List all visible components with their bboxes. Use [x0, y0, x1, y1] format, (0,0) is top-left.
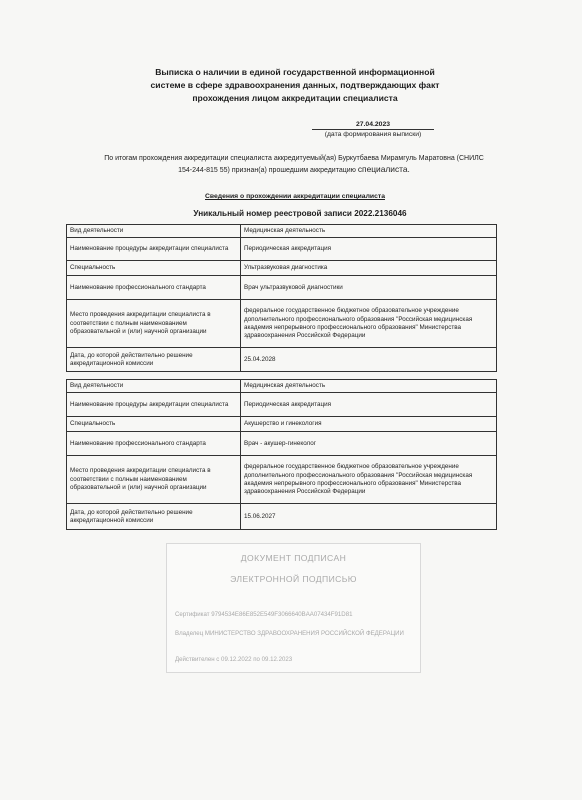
electronic-signature-stamp — [166, 543, 421, 673]
row-label: Специальность — [67, 261, 241, 276]
issue-date-block — [312, 121, 434, 138]
row-value: федеральное государственное бюджетное образовательное учреждение дополнительного профессионального образования "Российская медицинская академия непрерывного профессионального образования" Министерства здравоохранения Российской Федерации — [241, 300, 497, 348]
intro-line-2 — [70, 164, 518, 176]
table-row — [67, 432, 497, 456]
table-row — [67, 504, 497, 530]
row-value: Медицинская деятельность — [241, 380, 497, 393]
table-row — [67, 348, 497, 372]
stamp-owner: Владелец МИНИСТЕРСТВО ЗДРАВООХРАНЕНИЯ РОССИЙСКОЙ ФЕДЕРАЦИИ — [175, 630, 404, 637]
row-label: Наименование процедуры аккредитации специалиста — [67, 238, 241, 261]
section-title: Сведения о прохождении аккредитации специалиста — [205, 193, 385, 200]
intro-line-2-end: специалиста. — [357, 164, 410, 174]
row-label: Наименование профессионального стандарта — [67, 432, 241, 456]
row-label: Дата, до которой действительно решение аккредитационной комиссии — [67, 348, 241, 372]
row-label: Место проведения аккредитации специалиста в соответствии с полным наименованием образовательной и (или) научной организации — [67, 456, 241, 504]
table-row — [67, 417, 497, 432]
row-label: Наименование процедуры аккредитации специалиста — [67, 393, 241, 417]
table-row — [67, 380, 497, 393]
intro-text — [70, 154, 518, 176]
table-row — [67, 456, 497, 504]
table-row — [67, 225, 497, 238]
row-value: Периодическая аккредитация — [241, 393, 497, 417]
row-value: Медицинская деятельность — [241, 225, 497, 238]
intro-line-1: По итогам прохождения аккредитации специалиста аккредитуемый(ая) Буркутбаева Мирамгуль Маратовна (СНИЛС — [104, 155, 484, 162]
row-value: Периодическая аккредитация — [241, 238, 497, 261]
accreditation-table-2 — [66, 379, 497, 530]
table-row — [67, 238, 497, 261]
row-label: Наименование профессионального стандарта — [67, 276, 241, 300]
stamp-line-2: ЭЛЕКТРОННОЙ ПОДПИСЬЮ — [230, 574, 357, 584]
title-line-1: Выписка о наличии в единой государственной информационной — [155, 67, 435, 77]
row-label: Дата, до которой действительно решение аккредитационной комиссии — [67, 504, 241, 530]
table-row — [67, 300, 497, 348]
row-value: Врач - акушер-гинеколог — [241, 432, 497, 456]
accreditation-table-1 — [66, 224, 497, 372]
row-value: федеральное государственное бюджетное образовательное учреждение дополнительного профессионального образования "Российская медицинская академия непрерывного профессионального образования" Министерства здравоохранения Российской Федерации — [241, 456, 497, 504]
title-line-3: прохождения лицом аккредитации специалиста — [192, 93, 398, 103]
row-value: 25.04.2028 — [241, 348, 497, 372]
table-row — [67, 276, 497, 300]
issue-date-caption: (дата формирования выписки) — [324, 131, 422, 138]
stamp-line-1: ДОКУМЕНТ ПОДПИСАН — [240, 553, 347, 563]
issue-date: 27.04.2023 — [312, 121, 434, 130]
title-line-2: системе в сфере здравоохранения данных, подтверждающих факт — [150, 80, 440, 90]
row-label: Вид деятельности — [67, 380, 241, 393]
row-value: 15.06.2027 — [241, 504, 497, 530]
stamp-validity: Действителен с 09.12.2022 по 09.12.2023 — [175, 656, 293, 663]
row-value: Ультразвуковая диагностика — [241, 261, 497, 276]
row-value: Врач ультразвуковой диагностики — [241, 276, 497, 300]
document-title — [110, 66, 480, 105]
intro-line-2-text: 154-244-815 55) признан(а) прошедшим аккредитацию — [178, 167, 356, 174]
row-label: Вид деятельности — [67, 225, 241, 238]
row-label: Место проведения аккредитации специалиста в соответствии с полным наименованием образовательной и (или) научной организации — [67, 300, 241, 348]
table-row — [67, 261, 497, 276]
stamp-certificate: Сертификат 9794534E86E852E549F3066640BAA07434F91D81 — [175, 611, 353, 618]
registry-number: Уникальный номер реестровой записи 2022.2136046 — [193, 209, 407, 218]
row-value: Акушерство и гинекология — [241, 417, 497, 432]
table-row — [67, 393, 497, 417]
row-label: Специальность — [67, 417, 241, 432]
